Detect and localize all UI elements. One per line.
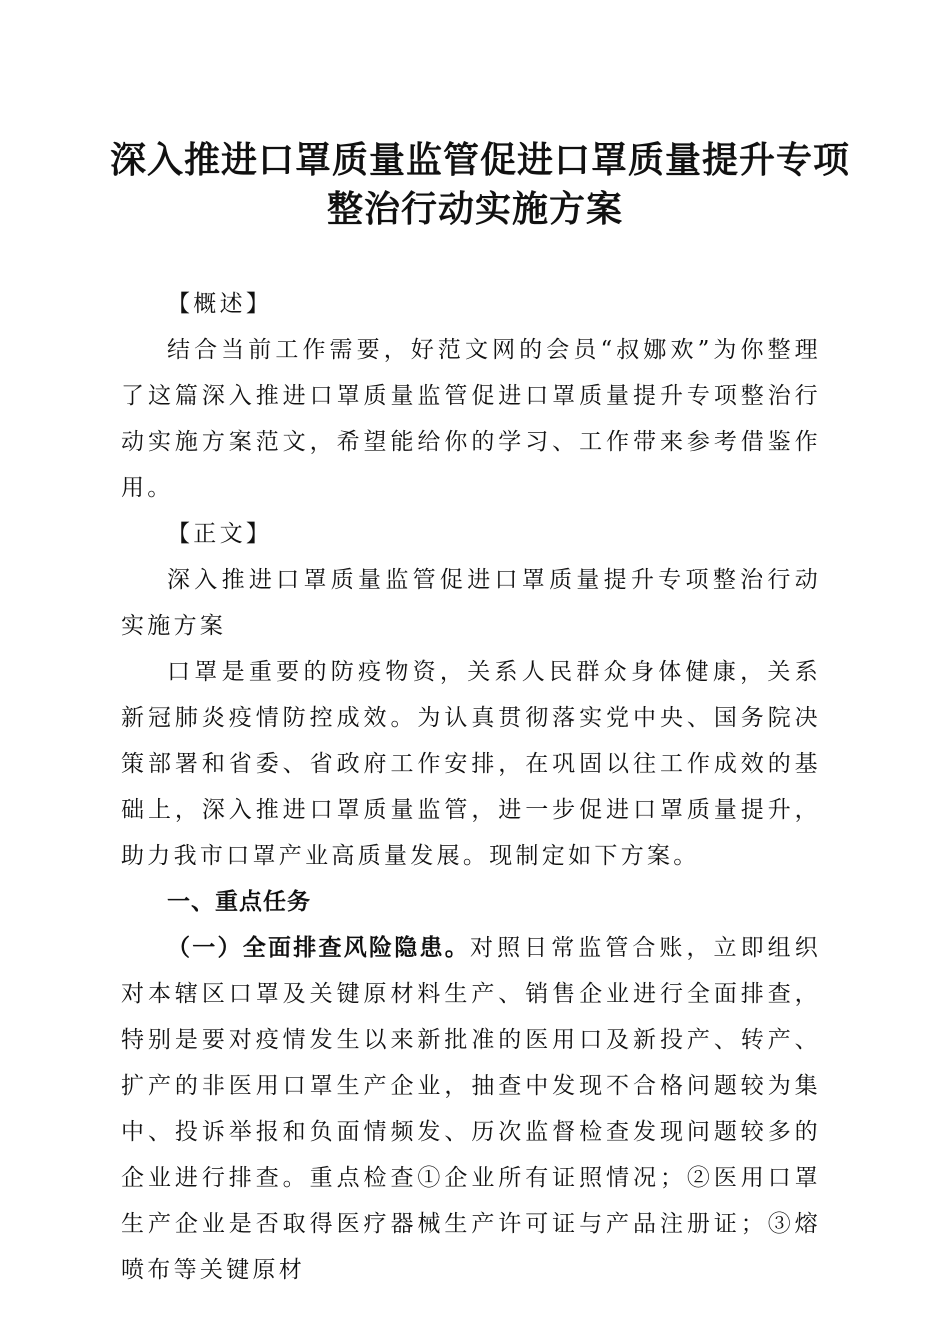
body-title-paragraph: 深入推进口罩质量监管促进口罩质量提升专项整治行动实施方案 (121, 567, 821, 639)
intro-paragraph: 口罩是重要的防疫物资，关系人民群众身体健康，关系新冠肺炎疫情防控成效。为认真贯彻落实党中央、国务院决策部署和省委、省政府工作安排，在巩固以往工作成效的基础上，深入推进口罩质量监管，进一步促进口罩质量提升，助力我市口罩产业高质量发展。现制定如下方案。 (121, 659, 821, 869)
task-item-1-text: 对照日常监管合账，立即组织对本辖区口罩及关键原材料生产、销售企业进行全面排查，特别是要对疫情发生以来新批准的医用口及新投产、转产、扩产的非医用口罩生产企业，抽查中发现不合格问题较为集中、投诉举报和负面情频发、历次监督检查发现问题较多的企业进行排查。重点检查①企业所有证照情况；②医用口罩生产企业是否取得医疗器械生产许可证与产品注册证；③熔喷布等关键原材 (121, 935, 821, 1283)
document-title-line-1: 深入推进口罩质量监管促进口罩质量提升专项 (110, 140, 851, 181)
document-body (121, 281, 821, 1293)
task-item-1-paragraph (121, 925, 821, 1293)
document-title-line-2: 整治行动实施方案 (326, 189, 623, 230)
overview-label: 【概述】 (167, 291, 273, 317)
section-heading-key-tasks: 一、重点任务 (167, 889, 311, 915)
body-label: 【正文】 (167, 521, 273, 547)
overview-paragraph: 结合当前工作需要，好范文网的会员“叔娜欢”为你整理了这篇深入推进口罩质量监管促进口罩质量提升专项整治行动实施方案范文，希望能给你的学习、工作带来参考借鉴作用。 (121, 337, 821, 501)
task-item-1-lead: （一）全面排查风险隐患。 (167, 935, 471, 961)
